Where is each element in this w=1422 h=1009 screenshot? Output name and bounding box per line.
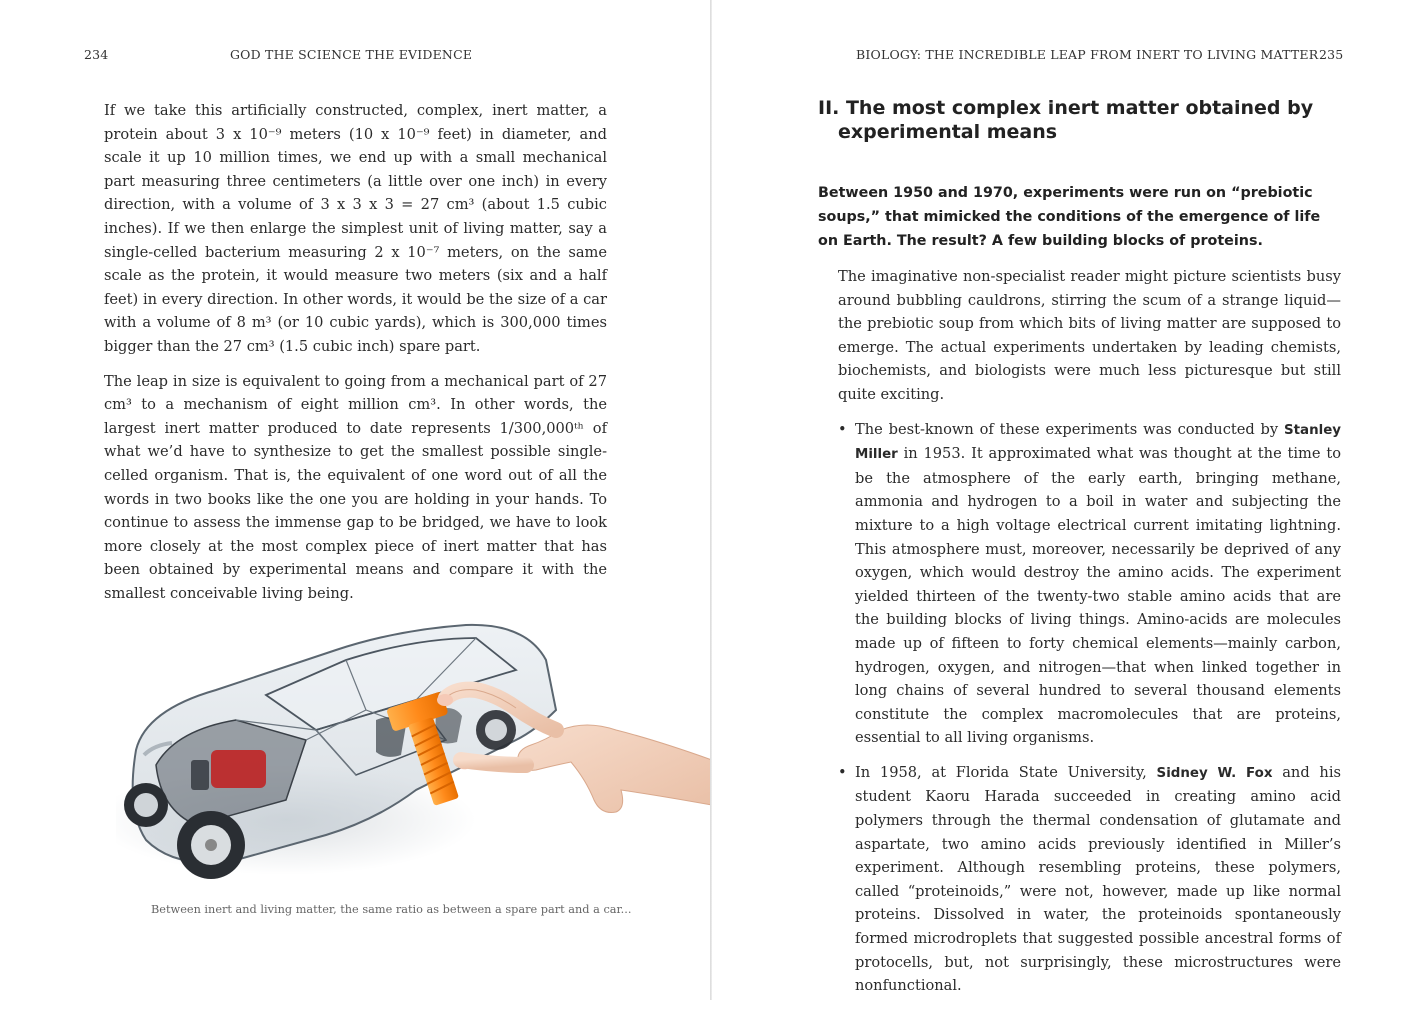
left-paragraph-2: The leap in size is equivalent to going from a mechanical part of 27 cm³ to a mechanism of eight million cm³. In other words, the largest inert matter produced to date represents 1/300,000ᵗʰ of what we’d have to synthesize to get the smallest possible single-celled organism. That is, the equivalent of one word out of all the words in two books like the one you are holding in your hands. To continue to assess the immense gap to be bridged, we have to look more closely at the most complex piece of inert matter that has been obtained by experimental means and compare it with the smallest conceivable living being. [104, 372, 607, 602]
left-paragraph-1: If we take this artificially constructed, complex, inert matter, a protein about 3 x 10⁻⁹ meters (10 x 10⁻⁹ feet) in diameter, and scale it up 10 million times, we end up with a small mechanical part measuring three centimeters (a little over one inch) in every direction, with a volume of 3 x 3 x 3 = 27 cm³ (about 1.5 cubic inches). If we then enlarge the simplest unit of living matter, say a single-celled bacterium measuring 2 x 10⁻⁷ meters, on the same scale as the protein, it would measure two meters (six and a half feet) in every direction. In other words, it would be the size of a car with a volume of 8 m³ (or 10 cubic yards), which is 300,000 times bigger than the 27 cm³ (1.5 cubic inch) spare part. [104, 102, 607, 355]
bullet-text-after: in 1953. It approximated what was thought at the time to be the atmosphere of the early earth, bringing methane, ammonia and hydrogen to a boil in water and subjecting the mixture to a high voltage electrical current imitating lightning. This atmosphere must, moreover, necessarily be deprived of any oxygen, which would destroy the amino acids. The experiment yielded thirteen of the twenty-two stable amino acids that are the building blocks of living things. Amino-acids are molecules made up of fifteen to forty chemical elements—mainly carbon, hydrogen, oxygen, and nitrogen—that when linked together in long chains of several hundred to several thousand elements constitute the complex macromolecules that are proteins, essential to all living organisms. [855, 445, 1341, 747]
bullet-text-after: and his student Kaoru Harada succeeded in creating amino acid polymers through the thermal condensation of glutamate and aspartate, two amino acids previously identified in Miller’s experiment. Although resembling proteins, these polymers, called “proteinoids,” were not, however, made up like normal proteins. Dissolved in water, the proteinoids spontaneously formed microdroplets that suggested possible ancestral forms of protocells, but, not surprisingly, these microstructures were nonfunctional. [855, 763, 1341, 995]
bullet-list [838, 418, 1341, 998]
intro-paragraph: The imaginative non-specialist reader might picture scientists busy around bubbling cauldrons, stirring the scum of a strange liquid—the prebiotic soup from which bits of living matter are supposed to emerge. The actual experiments undertaken by leading chemists, biochemists, and biologists were much less picturesque but still quite exciting. [838, 268, 1341, 403]
bullet-icon: • [838, 763, 847, 781]
section-heading: II. The most complex inert matter obtained by experimental means [818, 97, 1314, 143]
left-page-number: 234 [84, 47, 109, 62]
figure-caption: Between inert and living matter, the same ratio as between a spare part and a car... [151, 903, 632, 916]
scientist-name: Stanley Miller [855, 422, 1341, 463]
bullet-text-before: The best-known of these experiments was conducted by [855, 420, 1284, 438]
left-body [104, 99, 607, 616]
right-page-number: 235 [1319, 47, 1344, 62]
car-bolt-image [116, 590, 712, 900]
lead-paragraph: Between 1950 and 1970, experiments were run on “prebiotic soups,” that mimicked the conditions of the emergence of life on Earth. The result? A few building blocks of proteins. [818, 185, 1321, 249]
car-bolt-illustration [116, 590, 712, 900]
left-running-head: GOD THE SCIENCE THE EVIDENCE [230, 47, 473, 62]
list-item [838, 761, 1341, 998]
right-body [838, 265, 1341, 1009]
list-item [838, 418, 1341, 750]
scientist-name: Sidney W. Fox [1156, 765, 1273, 781]
bullet-icon: • [838, 420, 847, 438]
bullet-text-before: In 1958, at Florida State University, [855, 763, 1157, 781]
left-page [0, 0, 710, 1000]
right-running-head: BIOLOGY: THE INCREDIBLE LEAP FROM INERT TO LIVING MATTER [856, 47, 1319, 62]
right-page [712, 0, 1422, 1000]
